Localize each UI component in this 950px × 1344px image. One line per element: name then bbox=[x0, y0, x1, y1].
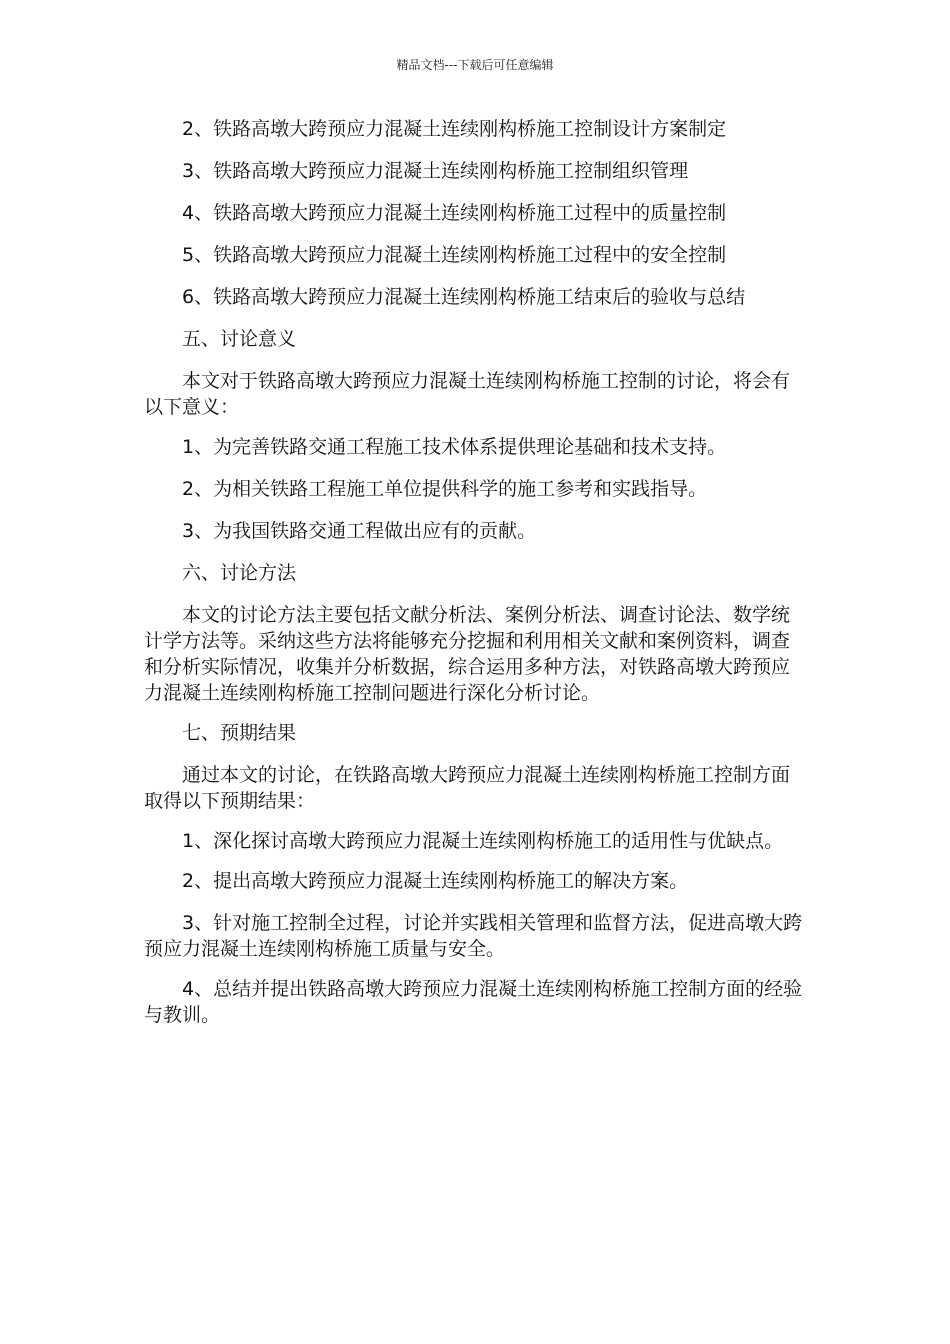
page-header: 精品文档---下载后可任意编辑 bbox=[396, 58, 554, 72]
body-paragraph: 通过本文的讨论，在铁路高墩大跨预应力混凝土连续刚构桥施工控制方面取得以下预期结果： bbox=[144, 764, 791, 812]
list-item: 4、总结并提出铁路高墩大跨预应力混凝土连续刚构桥施工控制方面的经验与教训。 bbox=[144, 978, 803, 1026]
document-body bbox=[144, 116, 808, 1028]
list-item: 2、铁路高墩大跨预应力混凝土连续刚构桥施工控制设计方案制定 bbox=[182, 118, 727, 140]
list-item: 3、为我国铁路交通工程做出应有的贡献。 bbox=[182, 520, 537, 542]
section-heading: 五、讨论意义 bbox=[182, 328, 297, 350]
section-heading: 七、预期结果 bbox=[182, 722, 297, 744]
section-heading: 六、讨论方法 bbox=[182, 562, 297, 584]
list-item: 1、为完善铁路交通工程施工技术体系提供理论基础和技术支持。 bbox=[182, 436, 727, 458]
list-item: 1、深化探讨高墩大跨预应力混凝土连续刚构桥施工的适用性与优缺点。 bbox=[182, 830, 784, 852]
list-item: 4、铁路高墩大跨预应力混凝土连续刚构桥施工过程中的质量控制 bbox=[182, 202, 727, 224]
body-paragraph: 本文对于铁路高墩大跨预应力混凝土连续刚构桥施工控制的讨论，将会有以下意义： bbox=[144, 370, 791, 418]
list-item: 2、为相关铁路工程施工单位提供科学的施工参考和实践指导。 bbox=[182, 478, 708, 500]
list-item: 3、针对施工控制全过程，讨论并实践相关管理和监督方法，促进高墩大跨预应力混凝土连续刚构桥施工质量与安全。 bbox=[144, 912, 803, 960]
list-item: 5、铁路高墩大跨预应力混凝土连续刚构桥施工过程中的安全控制 bbox=[182, 244, 727, 266]
list-item: 6、铁路高墩大跨预应力混凝土连续刚构桥施工结束后的验收与总结 bbox=[182, 286, 746, 308]
list-item: 2、提出高墩大跨预应力混凝土连续刚构桥施工的解决方案。 bbox=[182, 870, 689, 892]
body-paragraph: 本文的讨论方法主要包括文献分析法、案例分析法、调查讨论法、数学统计学方法等。采纳这些方法将能够充分挖掘和利用相关文献和案例资料，调查和分析实际情况，收集并分析数据，综合运用多种方法，对铁路高墩大跨预应力混凝土连续刚构桥施工控制问题进行深化分析讨论。 bbox=[144, 604, 791, 704]
list-item: 3、铁路高墩大跨预应力混凝土连续刚构桥施工控制组织管理 bbox=[182, 160, 689, 182]
